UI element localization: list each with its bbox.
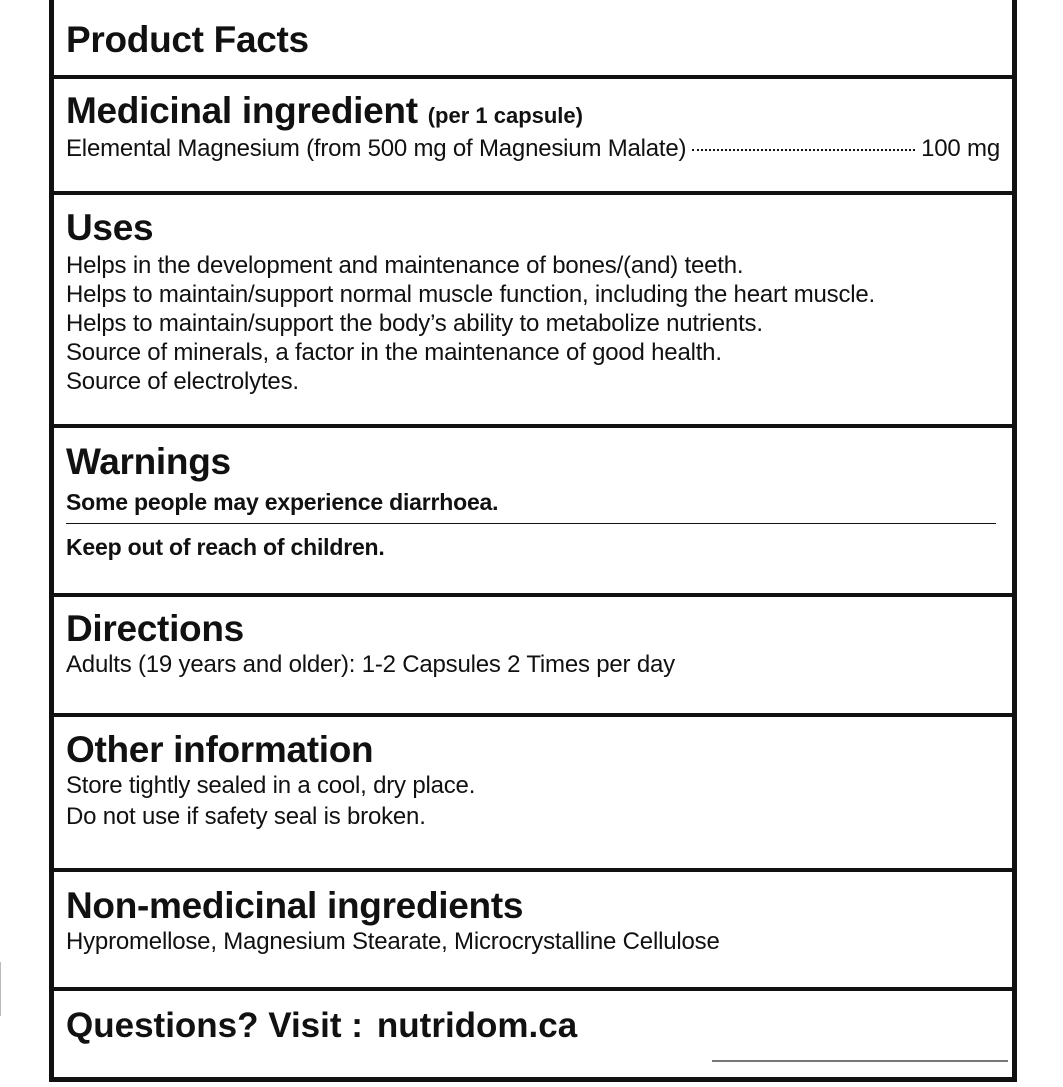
dot-leader bbox=[692, 149, 915, 151]
warning-children: Keep out of reach of children. bbox=[66, 534, 385, 560]
questions-label: Questions? Visit : bbox=[66, 1006, 363, 1045]
medicinal-heading bbox=[66, 92, 583, 129]
uses-line: Helps to maintain/support normal muscle function, including the heart muscle. bbox=[66, 281, 876, 308]
website-link[interactable]: nutridom.ca bbox=[376, 1006, 578, 1045]
directions-heading: Directions bbox=[66, 608, 244, 649]
warning-diarrhoea: Some people may experience diarrhoea. bbox=[66, 489, 499, 515]
non-medicinal-text: Hypromellose, Magnesium Stearate, Microcrystalline Cellulose bbox=[66, 928, 720, 955]
uses-line: Source of electrolytes. bbox=[66, 368, 299, 395]
ingredient-row bbox=[66, 137, 1000, 161]
bottom-corner-line bbox=[712, 1060, 1008, 1062]
directions-text: Adults (19 years and older): 1-2 Capsules 2 Times per day bbox=[66, 651, 675, 678]
uses-heading: Uses bbox=[66, 207, 154, 248]
warnings-heading: Warnings bbox=[66, 441, 231, 482]
ingredient-amount: 100 mg bbox=[921, 135, 1000, 162]
title-section bbox=[54, 0, 1012, 79]
uses-section bbox=[54, 195, 1012, 428]
uses-line: Helps to maintain/support the body’s ability to metabolize nutrients. bbox=[66, 310, 763, 337]
medicinal-heading-text: Medicinal ingredient bbox=[66, 90, 418, 131]
ingredient-name: Elemental Magnesium (from 500 mg of Magnesium Malate) bbox=[66, 135, 687, 162]
non-medicinal-section bbox=[54, 872, 1012, 991]
other-information-line: Do not use if safety seal is broken. bbox=[66, 803, 426, 830]
questions-section bbox=[54, 991, 1012, 1087]
medicinal-heading-note: (per 1 capsule) bbox=[427, 103, 583, 128]
directions-section bbox=[54, 597, 1012, 717]
product-facts-label bbox=[49, 0, 1017, 1082]
warnings-section bbox=[54, 428, 1012, 597]
uses-line: Helps in the development and maintenance of bones/(and) teeth. bbox=[66, 252, 744, 279]
label-title: Product Facts bbox=[66, 19, 309, 60]
medicinal-section bbox=[54, 79, 1012, 195]
uses-line: Source of minerals, a factor in the maintenance of good health. bbox=[66, 339, 722, 366]
questions-line bbox=[66, 1008, 577, 1043]
edge-mark bbox=[0, 962, 7, 1016]
warnings-divider bbox=[66, 523, 996, 524]
non-medicinal-heading: Non-medicinal ingredients bbox=[66, 885, 524, 926]
other-information-line: Store tightly sealed in a cool, dry place. bbox=[66, 772, 476, 799]
other-information-heading: Other information bbox=[66, 729, 374, 770]
other-information-section bbox=[54, 717, 1012, 872]
